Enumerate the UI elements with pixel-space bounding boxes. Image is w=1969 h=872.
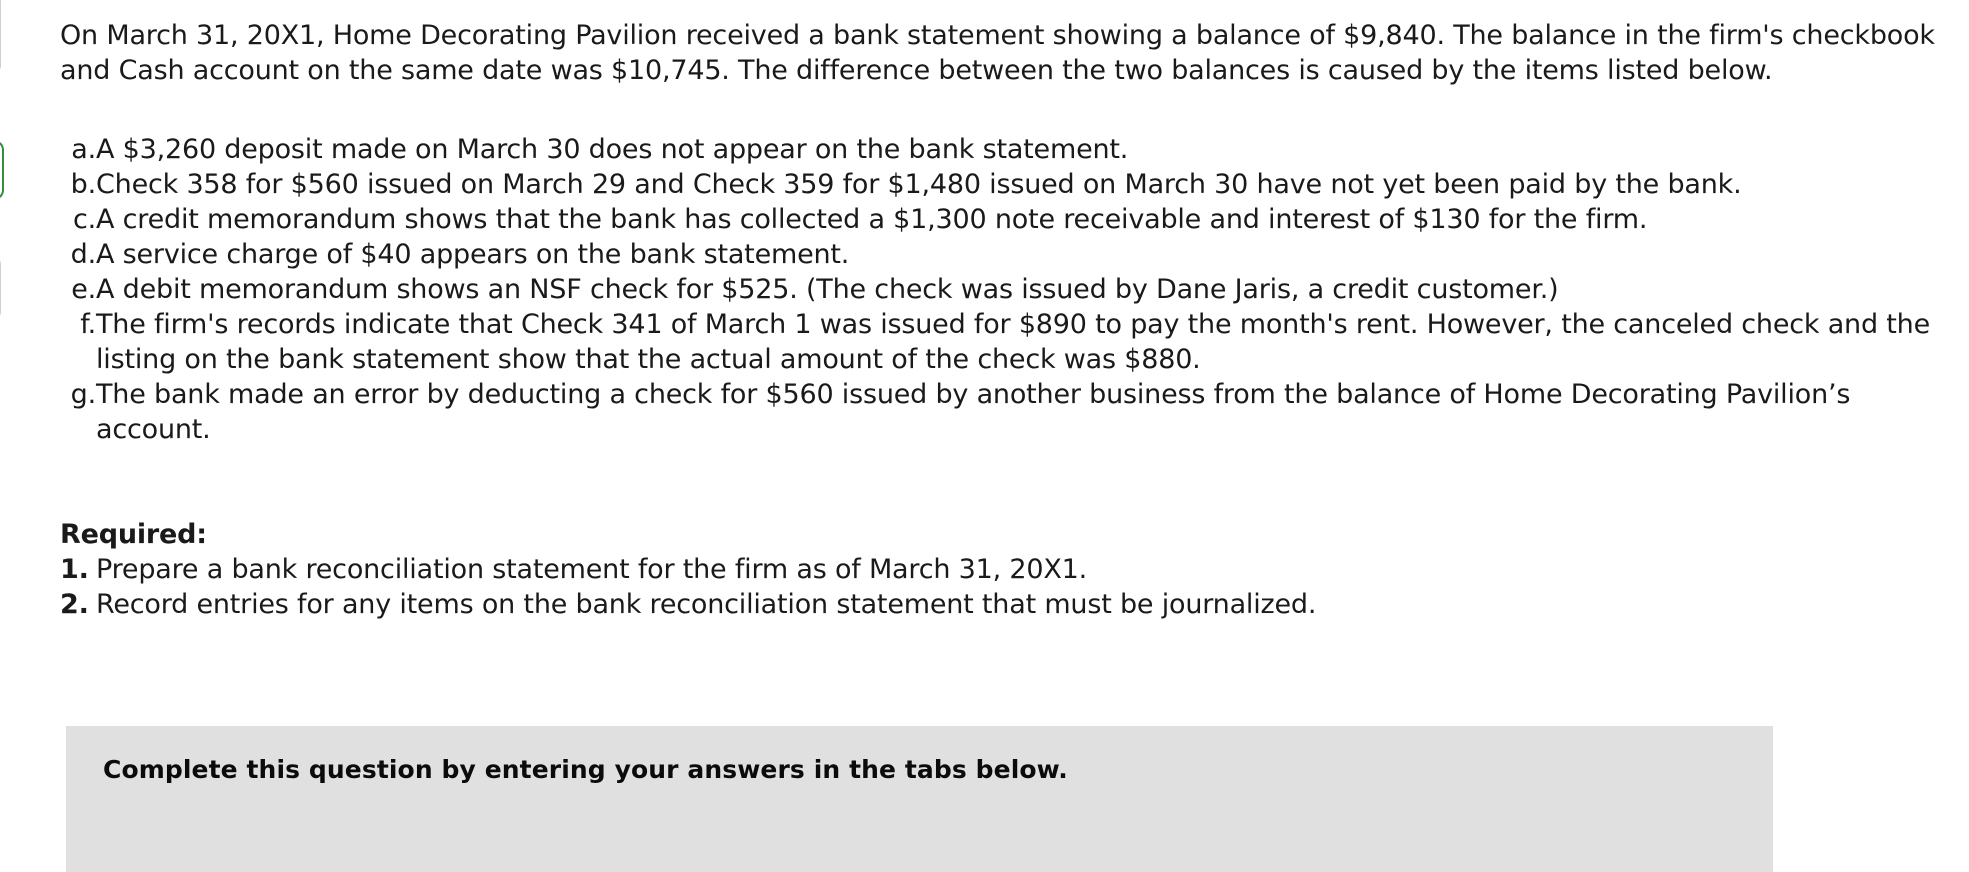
problem-statement [60,18,1955,622]
required-text: Prepare a bank reconciliation statement for the firm as of March 31, 20X1. [96,554,1087,585]
problem-items-list [60,132,1955,447]
required-section [60,517,1955,622]
list-item [60,237,1955,272]
list-item [60,272,1955,307]
required-list [60,552,1955,622]
required-number: 2. [60,589,89,620]
list-item [60,587,1955,622]
item-text: The bank made an error by deducting a check for $560 issued by another business from the balance of Home Decorating Pavilion’s account. [96,379,1851,445]
required-heading: Required: [60,519,207,550]
item-text: A service charge of $40 appears on the bank statement. [96,239,850,270]
item-text: The firm's records indicate that Check 341 of March 1 was issued for $890 to pay the month's rent. However, the canceled check and the listing on the bank statement show that the actual amount of the check was $880. [96,309,1930,375]
item-letter: e. [71,274,96,305]
list-item [60,377,1955,447]
item-letter: b. [70,169,96,200]
required-number: 1. [60,554,89,585]
item-text: A debit memorandum shows an NSF check for $525. (The check was issued by Dane Jaris, a credit customer.) [96,274,1559,305]
answer-panel [66,726,1773,872]
list-item [60,202,1955,237]
list-item [60,552,1955,587]
item-letter: a. [71,134,96,165]
item-letter: c. [72,204,96,235]
answer-panel-heading: Complete this question by entering your answers in the tabs below. [103,755,1068,784]
list-item [60,132,1955,167]
required-text: Record entries for any items on the bank reconciliation statement that must be journalized. [96,589,1317,620]
item-letter: f. [80,309,96,340]
item-text: A $3,260 deposit made on March 30 does not appear on the bank statement. [96,134,1129,165]
list-item [60,167,1955,202]
left-edge-tab-fragment-2 [0,258,1,318]
item-text: A credit memorandum shows that the bank has collected a $1,300 note receivable and interest of $130 for the firm. [96,204,1648,235]
list-item [60,307,1955,377]
left-edge-status-fragment [0,140,4,200]
left-edge-tab-fragment [0,0,1,72]
item-letter: g. [70,379,96,410]
problem-intro: On March 31, 20X1, Home Decorating Pavilion received a bank statement showing a balance of $9,840. The balance in the firm's checkbook and Cash account on the same date was $10,745. The difference between the two balances is caused by the items listed below. [60,20,1935,86]
item-text: Check 358 for $560 issued on March 29 and Check 359 for $1,480 issued on March 30 have not yet been paid by the bank. [96,169,1742,200]
item-letter: d. [70,239,96,270]
